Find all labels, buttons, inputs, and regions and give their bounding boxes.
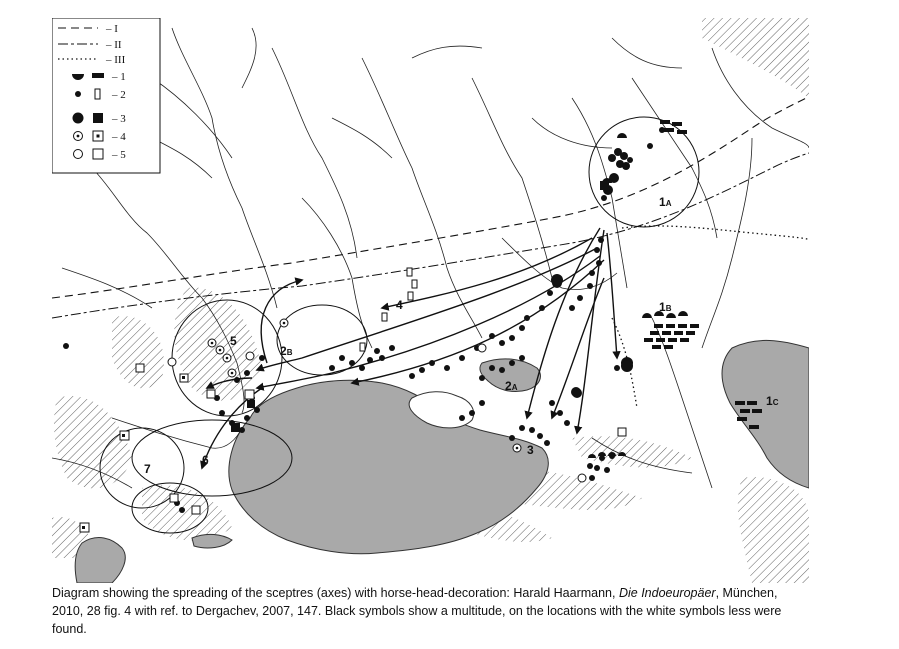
legend-sym3-square-icon [93,113,103,123]
legend-sym1-bar-icon [92,73,104,78]
label-4: 4 [396,298,403,312]
legend-sym3-dot-icon [73,113,84,124]
label-1c: 1C [766,394,779,408]
aegean-sea [75,538,125,583]
legend-sym5-label: – 5 [112,149,126,161]
figure-caption [52,584,812,638]
caption-part-1: Diagram showing the spreading of the sceptres (axes) with horse-head-decoration: Harald Haarmann, [52,586,619,600]
legend-sym4-label: – 4 [112,131,126,143]
label-2a: 2A [505,379,518,393]
label-6: 6 [202,453,209,467]
caption-book-title: Die Indoeuropäer [618,586,716,600]
legend-sym3-label: – 3 [112,113,126,125]
legend-line-II-label: – II [106,39,122,51]
label-5: 5 [230,334,237,348]
label-1b: 1B [659,300,672,314]
legend [52,18,160,173]
legend-line-I-label: – I [106,23,118,35]
legend-sym2-label: – 2 [112,89,126,101]
label-2b: 2B [280,344,293,358]
legend-sym5-ring-icon [74,150,83,159]
legend-line-III-label: – III [106,54,126,66]
label-3: 3 [527,443,534,457]
legend-sym1-label: – 1 [112,71,126,83]
label-1a: 1A [659,195,672,209]
legend-sym5-square-icon [93,149,103,159]
legend-sym2-rect-icon [95,89,100,99]
map-figure [52,18,809,583]
label-7: 7 [144,462,151,476]
caption-part-2: , München, 2010, 28 fig. 4 with ref. to Dergachev, 2007, 147. Black symbols show a multitude, on the locations with the white symbols less were found. [52,586,782,636]
legend-sym2-dot-icon [75,91,81,97]
